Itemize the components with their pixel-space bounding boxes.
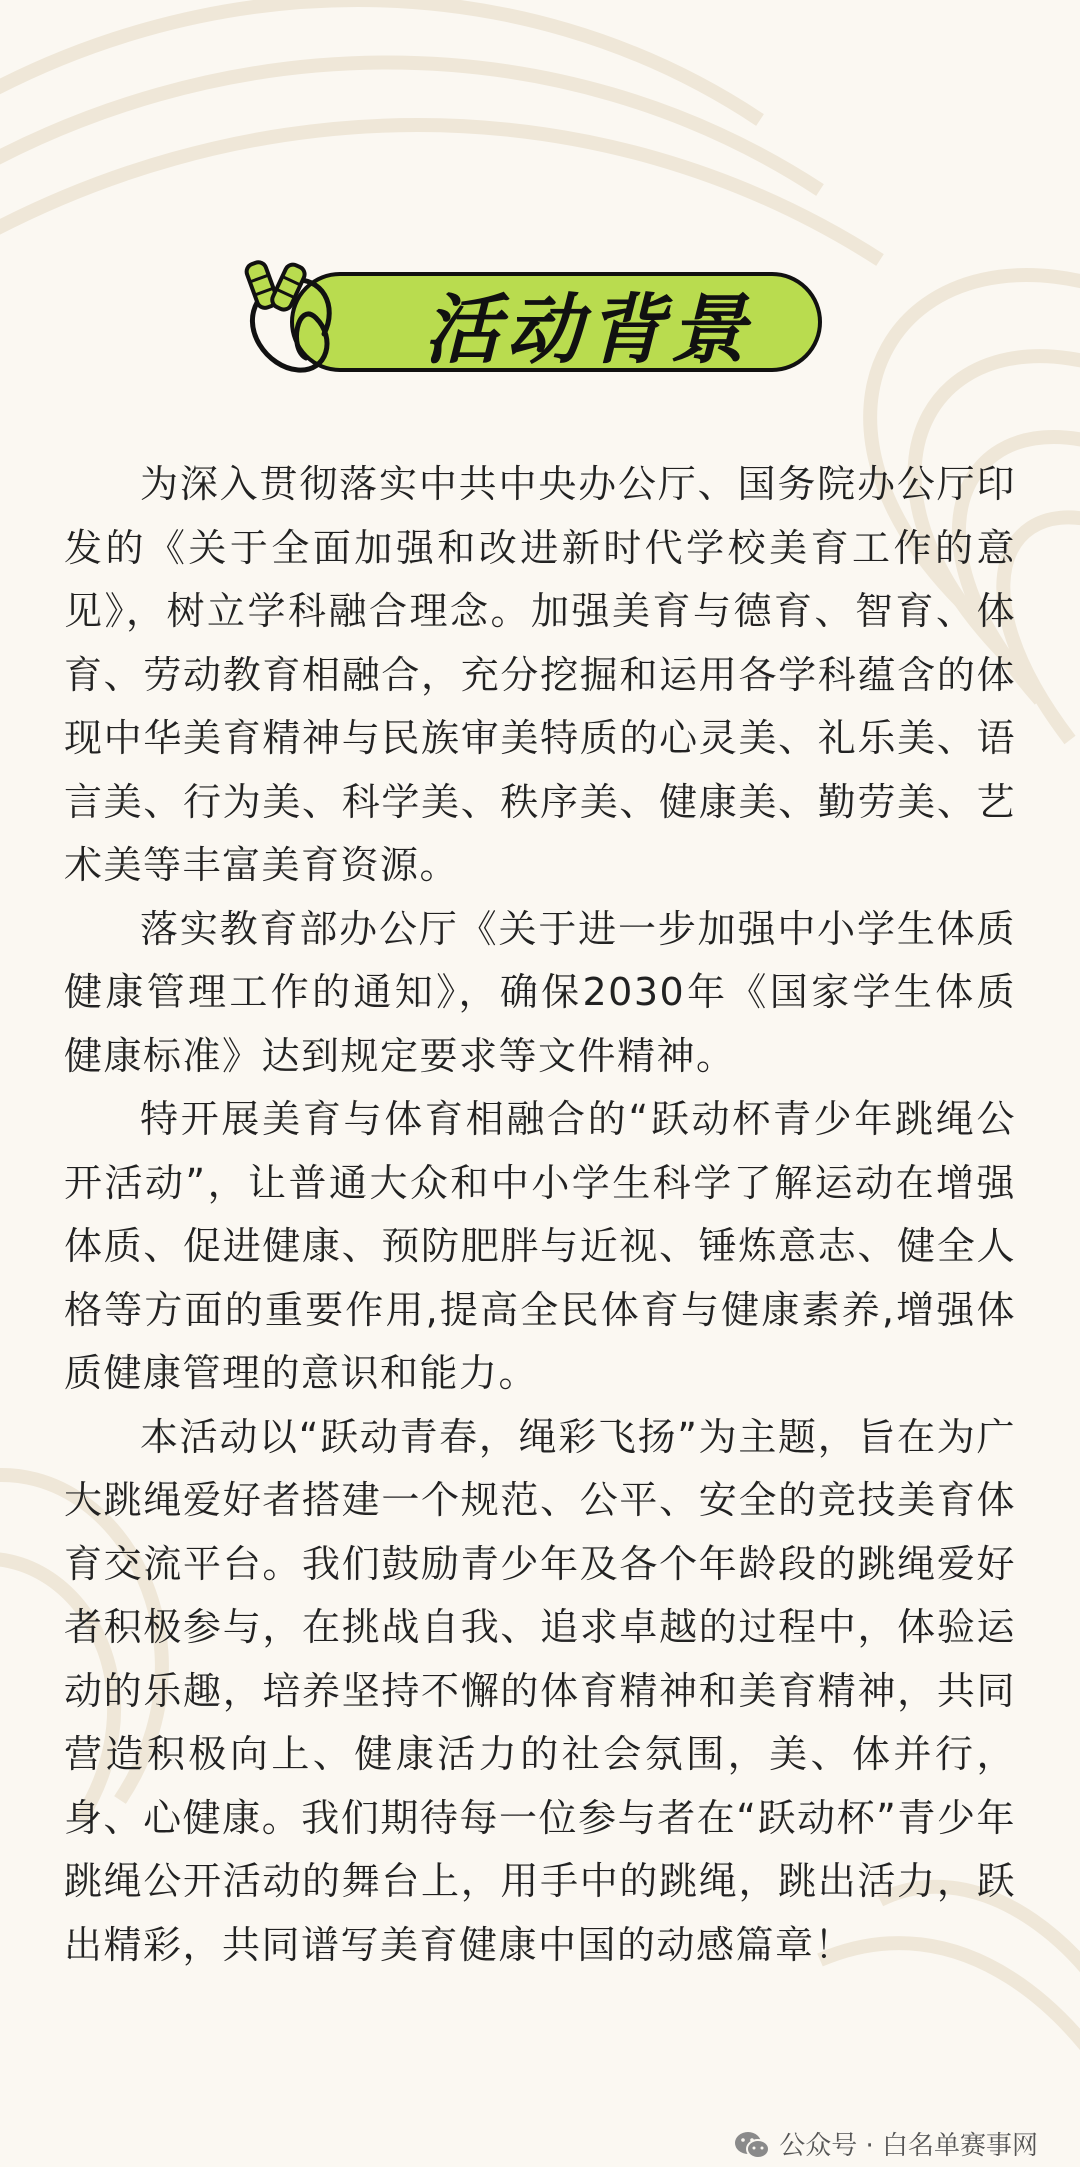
paragraph-3: 特开展美育与体育相融合的“跃动杯青少年跳绳公开活动”，让普通大众和中小学生科学了解运动在增强体质、促进健康、预防肥胖与近视、锤炼意志、健全人格等方面的重要作用,提高全民体育与健康素养,增强体质健康管理的意识和能力。	[64, 1097, 1016, 1395]
article-body	[64, 453, 1016, 1977]
section-header	[228, 266, 828, 374]
watermark-text: 公众号 · 白名单赛事网	[779, 2131, 1038, 2161]
jump-rope-icon	[228, 258, 348, 388]
title-banner	[290, 272, 822, 372]
wechat-icon	[733, 2130, 771, 2162]
watermark	[733, 2128, 1038, 2164]
section-title: 活动背景	[424, 285, 752, 374]
paragraph-2: 落实教育部办公厅《关于进一步加强中小学生体质健康管理工作的通知》，确保2030年《国家学生体质健康标准》达到规定要求等文件精神。	[64, 906, 1016, 1078]
paragraph-1: 为深入贯彻落实中共中央办公厅、国务院办公厅印发的《关于全面加强和改进新时代学校美育工作的意见》，树立学科融合理念。加强美育与德育、智育、体育、劳动教育相融合，充分挖掘和运用各学科蕴含的体现中华美育精神与民族审美特质的心灵美、礼乐美、语言美、行为美、科学美、秩序美、健康美、勤劳美、艺术美等丰富美育资源。	[64, 462, 1016, 887]
paragraph-4: 本活动以“跃动青春，绳彩飞扬”为主题，旨在为广大跳绳爱好者搭建一个规范、公平、安全的竞技美育体育交流平台。我们鼓励青少年及各个年龄段的跳绳爱好者积极参与，在挑战自我、追求卓越的过程中，体验运动的乐趣，培养坚持不懈的体育精神和美育精神，共同营造积极向上、健康活力的社会氛围，美、体并行，身、心健康。我们期待每一位参与者在“跃动杯”青少年跳绳公开活动的舞台上，用手中的跳绳，跳出活力，跃出精彩，共同谱写美育健康中国的动感篇章！	[64, 1414, 1016, 1967]
